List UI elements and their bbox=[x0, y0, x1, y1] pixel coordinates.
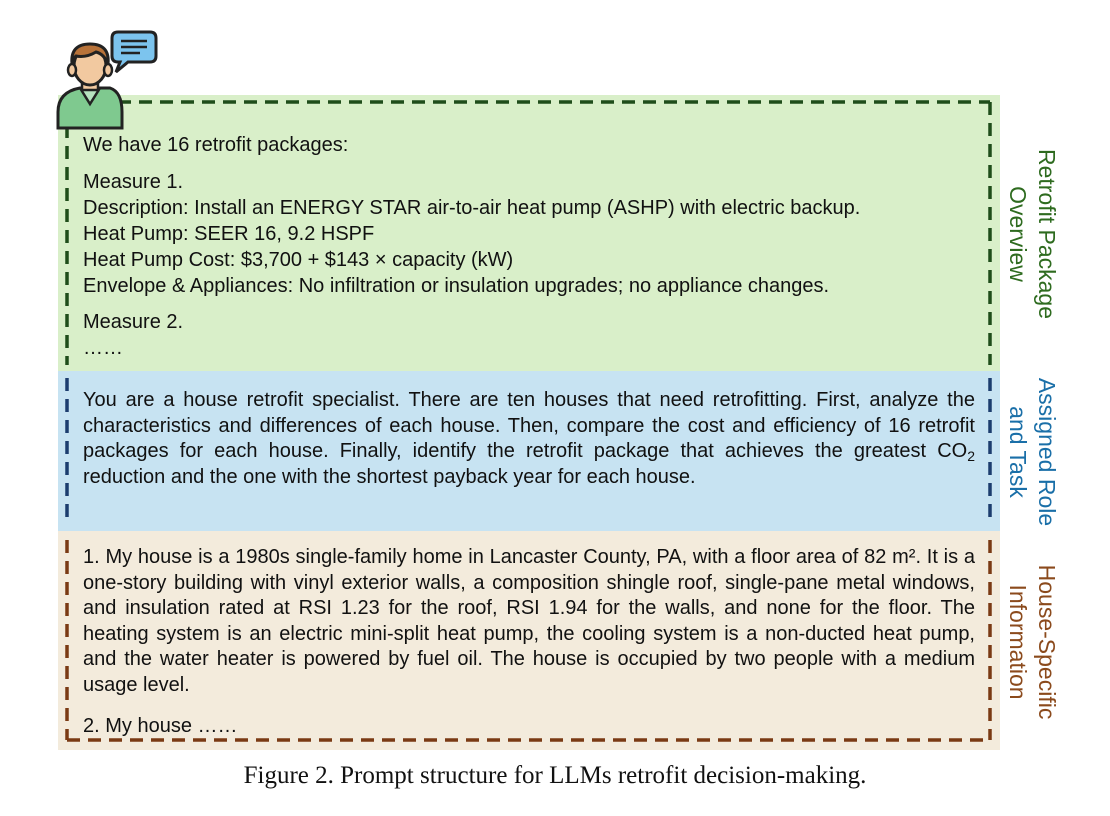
co2-subscript: 2 bbox=[967, 448, 975, 464]
task-label-line1: Assigned Role bbox=[1034, 377, 1060, 527]
task-text-end: reduction and the one with the shortest payback year for each house. bbox=[83, 465, 696, 488]
house2-description: 2. My house …… bbox=[83, 715, 238, 737]
measure1-heat-pump-cost: Heat Pump Cost: $3,700 + $143 × capacity (kW) bbox=[83, 249, 514, 271]
measure-ellipsis: …… bbox=[83, 337, 123, 359]
overview-label-line2: Overview bbox=[1005, 186, 1031, 282]
house-label-line2: Information bbox=[1005, 584, 1031, 700]
measure1-envelope: Envelope & Appliances: No infiltration or insulation upgrades; no appliance changes. bbox=[83, 275, 830, 297]
house1-description: 1. My house is a 1980s single-family home in Lancaster County, PA, with a floor area of 82 m². It is a one-story building with vinyl exterior walls, a composition shingle roof, single-pane metal windows, and insulation rated at RSI 1.23 for the roof, RSI 1.94 for the walls, and none for the floor. The heating system is an electric mini-split heat pump, the cooling system is a non-ducted heat pump, and the water heater is powered by fuel oil. The house is occupied by two people with a medium usage level. bbox=[83, 546, 975, 696]
overview-intro: We have 16 retrofit packages: bbox=[83, 134, 349, 156]
measure1-heat-pump: Heat Pump: SEER 16, 9.2 HSPF bbox=[83, 223, 375, 245]
task-text-main: You are a house retrofit specialist. There are ten houses that need retrofitting. First, analyze the characteristics and differences of each house. Then, compare the cost and efficiency of 16 retrofit packages for each house. Finally, identify the retrofit package that achieves the greatest CO bbox=[83, 389, 975, 462]
measure1-description: Description: Install an ENERGY STAR air-to-air heat pump (ASHP) with electric backup. bbox=[83, 197, 861, 219]
figure-caption: Figure 2. Prompt structure for LLMs retrofit decision-making. bbox=[243, 762, 867, 789]
task-label-line2: and Task bbox=[1005, 406, 1031, 498]
house-label-line1: House-Specific bbox=[1034, 564, 1060, 720]
assigned-task-text bbox=[83, 388, 975, 490]
overview-label-line1: Retrofit Package bbox=[1034, 148, 1060, 320]
speech-bubble-icon bbox=[112, 32, 156, 72]
measure1-title: Measure 1. bbox=[83, 171, 184, 193]
measure2-title: Measure 2. bbox=[83, 311, 184, 333]
